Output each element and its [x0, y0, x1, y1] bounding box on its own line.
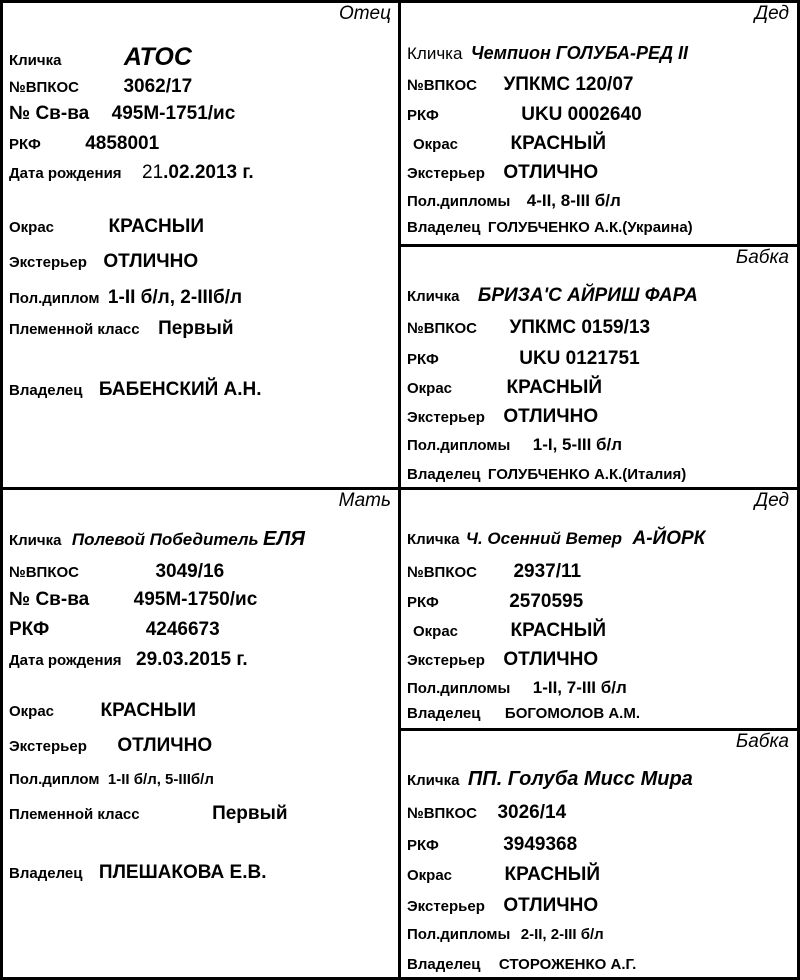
mother-sire-diploma-row	[407, 678, 627, 698]
diploma-label: Пол.диплом	[9, 771, 100, 788]
name-label: Кличка	[407, 772, 460, 789]
rkf-label: РКФ	[9, 136, 41, 153]
mother-dam-owner: СТОРОЖЕНКО А.Г.	[498, 956, 637, 973]
rkf-label: РКФ	[407, 107, 439, 124]
diploma-label: Пол.дипломы	[407, 437, 511, 454]
mother-dam-diploma-row	[407, 926, 604, 944]
mother-rkf: 4246673	[145, 619, 220, 640]
color-label: Окрас	[9, 703, 55, 720]
mother-dam-role: Бабка	[735, 731, 789, 752]
mother-dam-diploma: 2-II, 2-III б/л	[520, 926, 604, 943]
mother-dob-row	[9, 649, 248, 671]
mother-dob: 29.03.2015 г.	[136, 649, 248, 670]
father-dam-vpkos: УПКМС 0159/13	[509, 317, 651, 338]
father-dam-vpkos-row	[407, 317, 650, 339]
father-card	[0, 0, 402, 490]
father-dam-card	[398, 244, 800, 490]
owner-label: Владелец	[9, 865, 83, 882]
father-sire-vpkos-row	[407, 74, 633, 96]
mother-dam-name-row	[407, 768, 693, 791]
father-dam-color: КРАСНЫЙ	[506, 377, 603, 398]
name-label: Кличка	[9, 532, 62, 549]
mother-sire-owner: БОГОМОЛОВ А.М.	[504, 705, 640, 722]
father-sire-name-row	[407, 43, 688, 64]
mother-sire-role: Дед	[754, 490, 789, 511]
mother-dam-rkf: 3949368	[503, 834, 578, 855]
mother-sire-vpkos: 2937/11	[513, 561, 582, 582]
father-sire-exterior: ОТЛИЧНО	[503, 162, 599, 183]
father-sire-color-row	[413, 133, 606, 155]
mother-sv-row	[9, 589, 257, 611]
mother-sv: 495М-1750/ис	[133, 589, 258, 610]
mother-color: КРАСНЫИ	[100, 700, 197, 721]
mother-dam-rkf-row	[407, 834, 577, 856]
father-exterior: ОТЛИЧНО	[103, 251, 199, 272]
father-sire-rkf: UKU 0002640	[521, 104, 642, 125]
diploma-label: Пол.дипломы	[407, 680, 511, 697]
mother-dam-vpkos: 3026/14	[497, 802, 567, 823]
father-color-row	[9, 216, 204, 238]
vpkos-label: №ВПКОС	[9, 564, 79, 581]
diploma-label: Пол.дипломы	[407, 193, 511, 210]
mother-sire-color: КРАСНЫЙ	[510, 620, 607, 641]
father-vpkos-row	[9, 76, 192, 98]
father-dam-name: БРИЗА'С АЙРИШ ФАРА	[477, 285, 698, 306]
father-color: КРАСНЫИ	[108, 216, 205, 237]
mother-sire-vpkos-row	[407, 561, 581, 583]
father-dam-name-row	[407, 285, 698, 307]
father-dam-diploma: 1-I, 5-III б/л	[532, 435, 623, 454]
mother-card	[0, 487, 402, 980]
vpkos-label: №ВПКОС	[407, 320, 477, 337]
dob-label: Дата рождения	[9, 165, 122, 182]
mother-class: Первый	[212, 803, 288, 824]
exterior-label: Экстерьер	[9, 254, 87, 271]
mother-dam-owner-row	[407, 956, 636, 974]
father-class-row	[9, 318, 234, 340]
mother-exterior: ОТЛИЧНО	[117, 735, 213, 756]
rkf-label: РКФ	[407, 594, 439, 611]
father-dob-row	[9, 162, 254, 184]
mother-dam-name: ПП. Голуба Мисс Мира	[467, 768, 693, 790]
father-sire-name: Чемпион ГОЛУБА-РЕД II	[470, 43, 689, 63]
exterior-label: Экстерьер	[407, 165, 485, 182]
exterior-label: Экстерьер	[407, 898, 485, 915]
mother-name-row	[9, 528, 305, 551]
father-diploma: 1-II б/л, 2-IIIб/л	[107, 287, 243, 308]
mother-sire-card	[398, 487, 800, 731]
color-label: Окрас	[407, 867, 453, 884]
father-exterior-row	[9, 251, 198, 273]
mother-sire-exterior-row	[407, 649, 598, 671]
mother-rkf-row	[9, 619, 220, 641]
name-label: Кличка	[407, 531, 460, 548]
exterior-label: Экстерьер	[407, 409, 485, 426]
father-sire-rkf-row	[407, 104, 642, 126]
father-dam-color-row	[407, 377, 602, 399]
father-sire-diploma-row	[407, 191, 621, 211]
sv-label: № Св-ва	[9, 589, 90, 610]
mother-sire-name-row	[407, 528, 705, 550]
mother-sire-owner-row	[407, 705, 640, 723]
mother-owner: ПЛЕШАКОВА Е.В.	[98, 862, 267, 883]
vpkos-label: №ВПКОС	[9, 79, 79, 96]
mother-name-main: ЕЛЯ	[263, 528, 305, 550]
mother-exterior-row	[9, 735, 212, 757]
mother-color-row	[9, 700, 196, 722]
father-sire-owner-row	[407, 219, 693, 237]
vpkos-label: №ВПКОС	[407, 805, 477, 822]
father-sire-card	[398, 0, 800, 247]
mother-class-row	[9, 803, 288, 825]
mother-sire-name: Ч. Осенний Ветер	[465, 529, 623, 548]
mother-sire-rkf-row	[407, 591, 583, 613]
mother-vpkos-row	[9, 561, 224, 583]
diploma-label: Пол.диплом	[9, 290, 100, 307]
vpkos-label: №ВПКОС	[407, 564, 477, 581]
father-dam-diploma-row	[407, 435, 622, 455]
father-dob-day: 21	[142, 162, 164, 183]
mother-dam-color: КРАСНЫЙ	[504, 864, 601, 885]
mother-role: Мать	[338, 490, 391, 511]
father-sire-vpkos: УПКМС 120/07	[503, 74, 634, 95]
father-sv: 495М-1751/ис	[111, 103, 236, 124]
father-sire-role: Дед	[754, 3, 789, 24]
father-sire-exterior-row	[407, 162, 598, 184]
rkf-label: РКФ	[407, 837, 439, 854]
father-vpkos: 3062/17	[123, 76, 193, 97]
owner-label: Владелец	[9, 382, 83, 399]
mother-dam-exterior-row	[407, 895, 598, 917]
father-dam-owner-row	[407, 466, 686, 484]
vpkos-label: №ВПКОС	[407, 77, 477, 94]
rkf-label: РКФ	[9, 619, 50, 640]
mother-vpkos: 3049/16	[155, 561, 225, 582]
exterior-label: Экстерьер	[9, 738, 87, 755]
father-rkf-row	[9, 133, 159, 155]
father-sv-row	[9, 103, 235, 125]
mother-sire-name-main: А-ЙОРК	[632, 528, 706, 549]
father-dam-owner: ГОЛУБЧЕНКО А.К.(Италия)	[487, 466, 687, 483]
father-dam-role: Бабка	[735, 247, 789, 268]
father-owner: БАБЕНСКИЙ А.Н.	[98, 379, 262, 400]
mother-sire-rkf: 2570595	[509, 591, 584, 612]
diploma-label: Пол.дипломы	[407, 926, 511, 943]
father-dob-rest: .02.2013 г.	[163, 162, 254, 183]
owner-label: Владелец	[407, 705, 481, 722]
name-label: Кличка	[407, 44, 463, 63]
father-rkf: 4858001	[85, 133, 160, 154]
father-owner-row	[9, 379, 262, 401]
color-label: Окрас	[413, 136, 459, 153]
mother-dam-exterior: ОТЛИЧНО	[503, 895, 599, 916]
sv-label: № Св-ва	[9, 103, 90, 124]
mother-sire-exterior: ОТЛИЧНО	[503, 649, 599, 670]
father-diploma-row	[9, 287, 242, 309]
mother-sire-diploma: 1-II, 7-III б/л	[532, 678, 627, 697]
exterior-label: Экстерьер	[407, 652, 485, 669]
mother-dam-vpkos-row	[407, 802, 566, 824]
father-name: АТОС	[123, 43, 192, 71]
father-sire-owner: ГОЛУБЧЕНКО А.К.(Украина)	[487, 219, 693, 236]
color-label: Окрас	[413, 623, 459, 640]
mother-name: Полевой Победитель	[71, 530, 259, 549]
class-label: Племенной класс	[9, 806, 140, 823]
father-class: Первый	[158, 318, 234, 339]
owner-label: Владелец	[407, 219, 481, 236]
rkf-label: РКФ	[407, 351, 439, 368]
mother-diploma: 1-II б/л, 5-IIIб/л	[107, 771, 214, 788]
owner-label: Владелец	[407, 956, 481, 973]
father-role: Отец	[338, 3, 391, 24]
name-label: Кличка	[9, 52, 62, 69]
mother-sire-color-row	[413, 620, 606, 642]
father-dam-exterior-row	[407, 406, 598, 428]
mother-owner-row	[9, 862, 267, 884]
color-label: Окрас	[407, 380, 453, 397]
class-label: Племенной класс	[9, 321, 140, 338]
father-dam-exterior: ОТЛИЧНО	[503, 406, 599, 427]
dob-label: Дата рождения	[9, 652, 122, 669]
father-dam-rkf-row	[407, 348, 640, 370]
mother-dam-card	[398, 728, 800, 980]
owner-label: Владелец	[407, 466, 481, 483]
father-dam-rkf: UKU 0121751	[519, 348, 640, 369]
father-name-row	[9, 43, 192, 72]
father-sire-color: КРАСНЫЙ	[510, 133, 607, 154]
mother-dam-color-row	[407, 864, 600, 886]
name-label: Кличка	[407, 288, 460, 305]
father-sire-diploma: 4-II, 8-III б/л	[526, 191, 621, 210]
color-label: Окрас	[9, 219, 55, 236]
mother-diploma-row	[9, 771, 214, 789]
